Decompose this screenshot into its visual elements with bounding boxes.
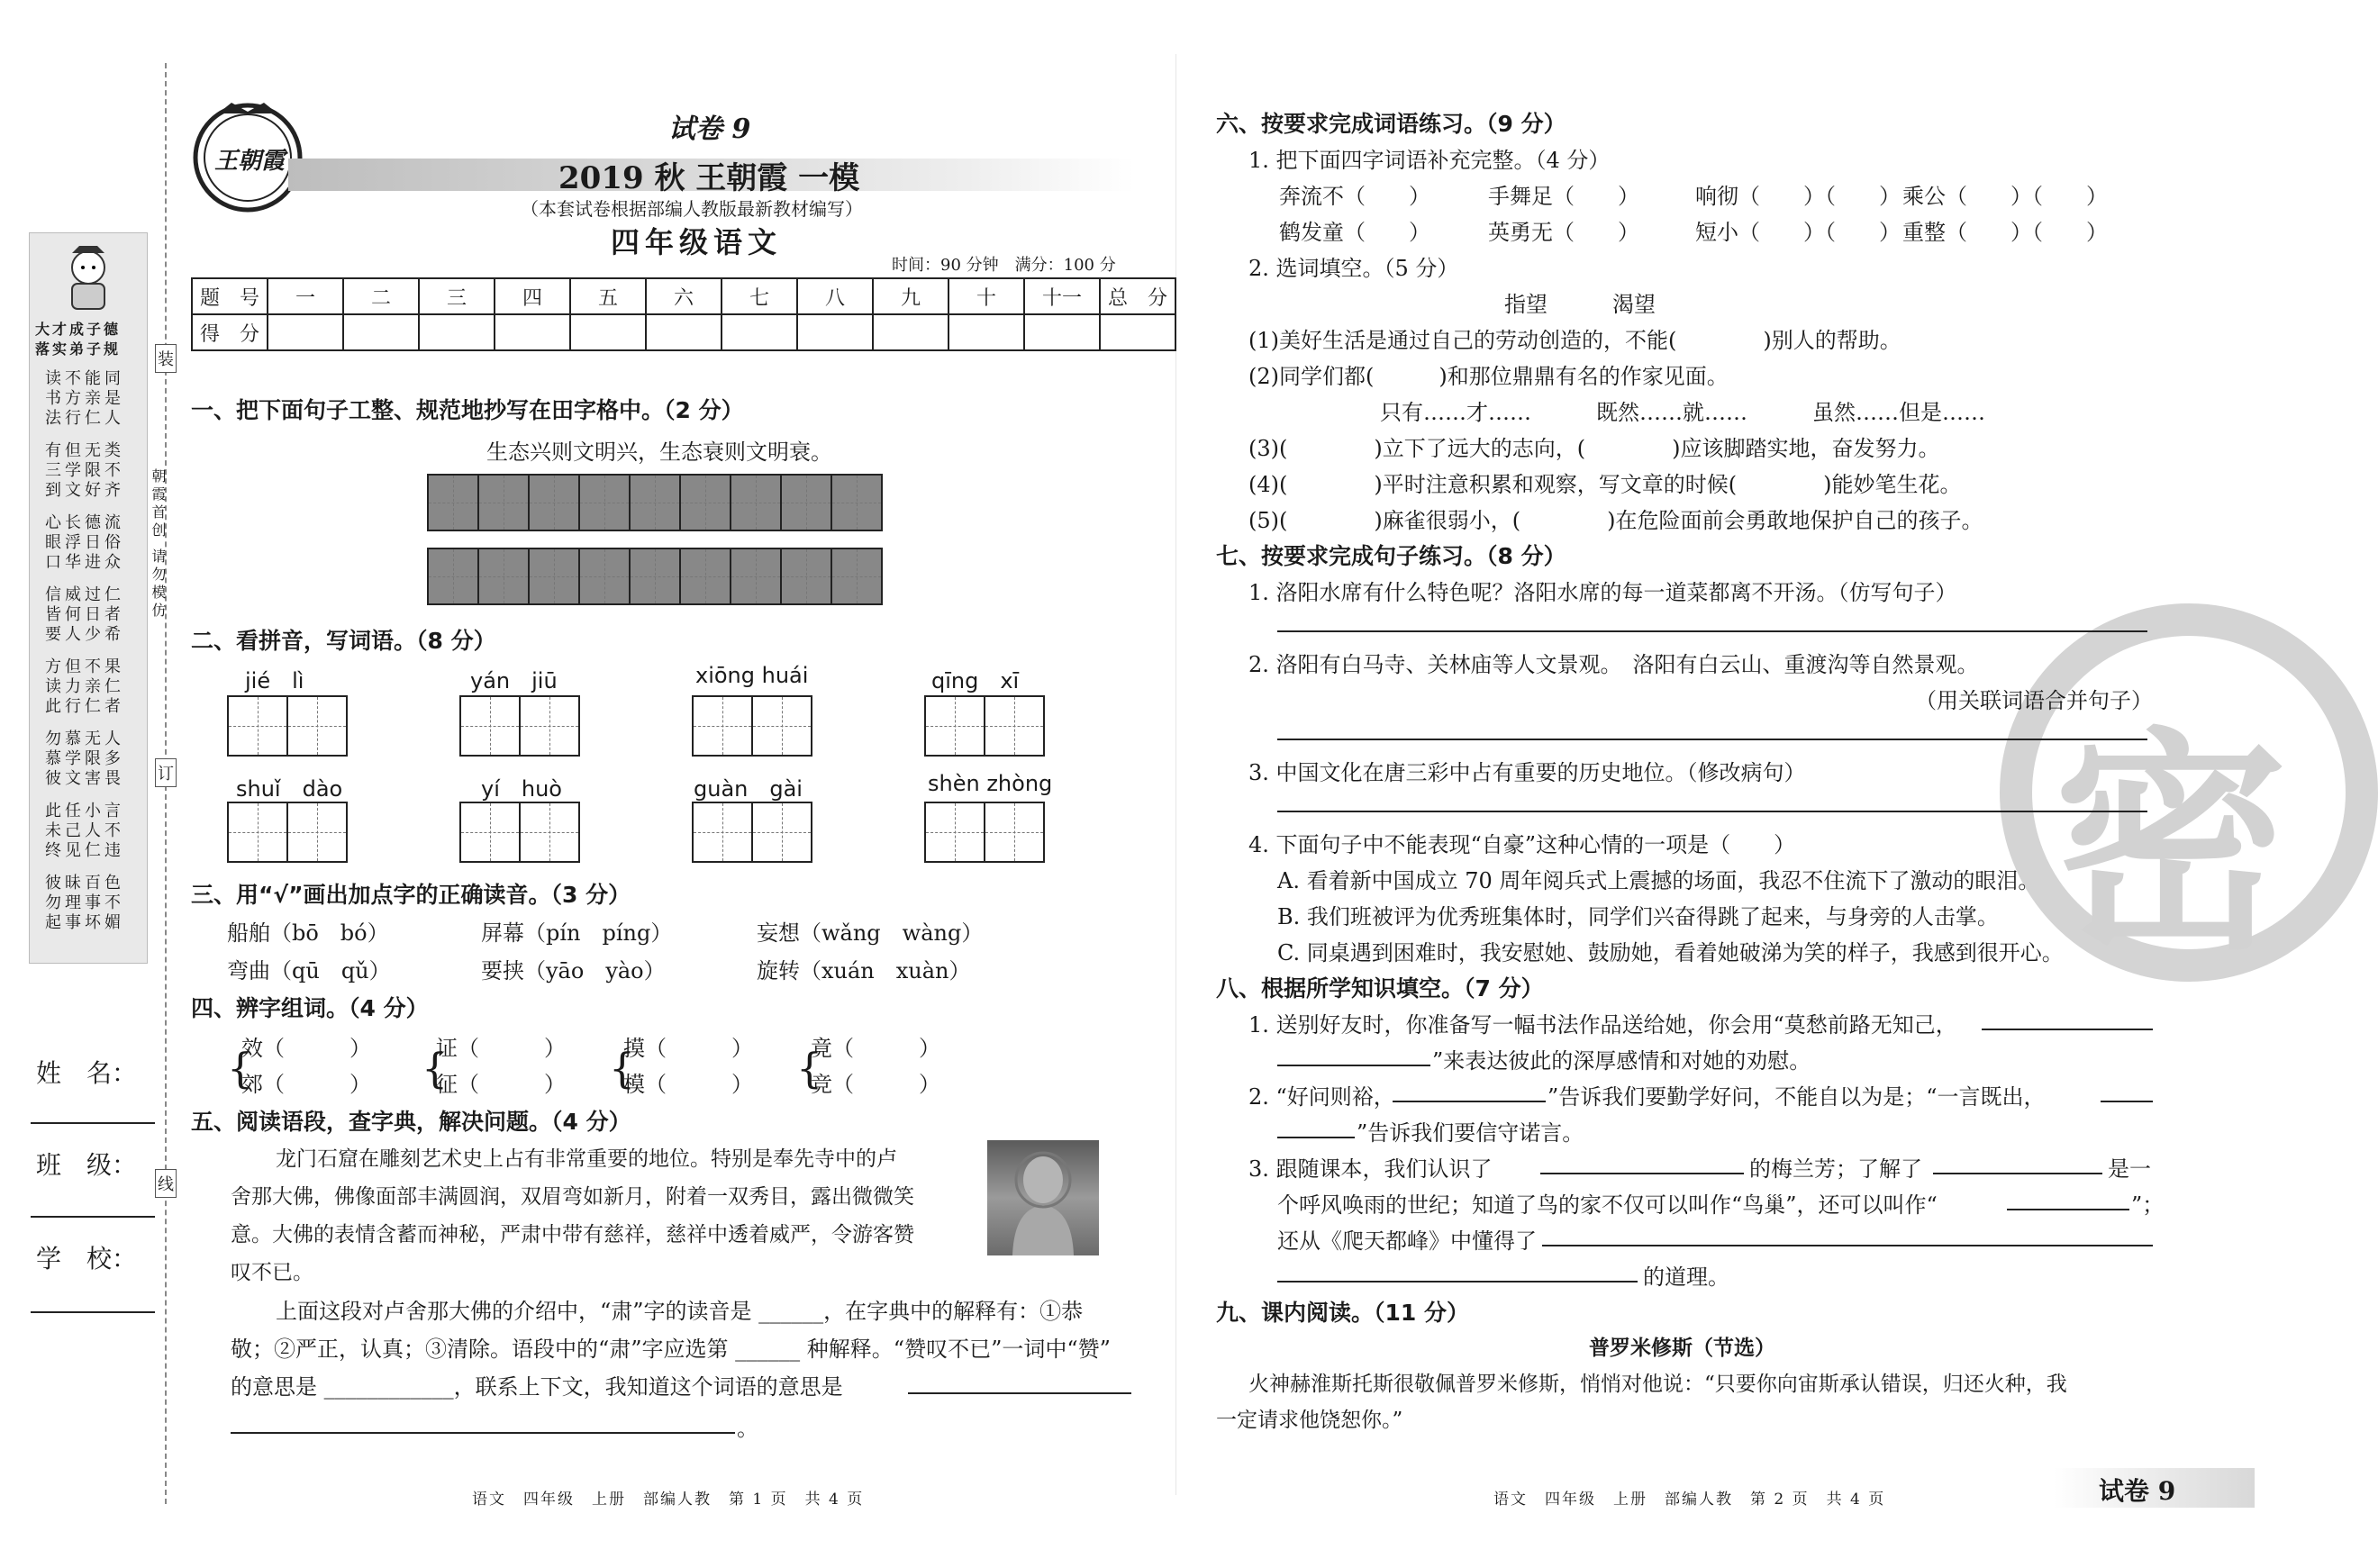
q8-title: 八、根据所学知识填空。（7 分） — [1216, 975, 1544, 1002]
q7-item: 3. 中国文化在唐三彩中占有重要的历史地位。（修改病句） — [1248, 760, 1806, 785]
pinyin: xiōng huái — [695, 663, 809, 688]
margin-note: 朝霞首创 请勿模仿 — [150, 468, 167, 621]
q8-text: ”告诉我们要信守诺言。 — [1357, 1120, 1584, 1146]
q5-title: 五、阅读语段，查字典，解决问题。（4 分） — [191, 1109, 631, 1135]
poem-line: 勿慕无人慕学限多彼文害畏 — [45, 730, 124, 788]
passage-line: 龙门石窟在雕刻艺术史上占有非常重要的地位。特别是奉先寺中的卢 — [276, 1147, 897, 1171]
answer-line[interactable] — [1277, 1281, 1638, 1282]
pinyin: guàn gài — [694, 776, 803, 802]
word-pair-item[interactable]: 竞（ ） — [811, 1072, 940, 1097]
word-pair-item[interactable]: 效（ ） — [241, 1036, 371, 1061]
pinyin-box[interactable] — [924, 802, 1045, 863]
q5-question: 的意思是 ____________，联系上下文，我知道这个词语的意思是 — [231, 1374, 843, 1400]
idiom-item[interactable]: 手舞足（ ） — [1488, 184, 1639, 209]
class-label: 班 级： — [36, 1150, 138, 1180]
mascot-icon — [52, 240, 124, 313]
reading-item[interactable]: 要挟（yāo yào） — [481, 958, 666, 983]
score-input[interactable] — [873, 314, 948, 350]
q8-text: 1. 送别好友时，你准备写一幅书法作品送给她，你会用“莫愁前路无知己， — [1248, 1012, 1957, 1038]
score-cell: 六 — [646, 278, 722, 314]
score-input[interactable] — [419, 314, 495, 350]
name-field[interactable] — [31, 1122, 155, 1124]
option-a[interactable]: A. 看着新中国成立 70 周年阅兵式上震撼的场面，我忍不住流下了激动的眼泪。 — [1277, 868, 2040, 893]
score-input[interactable] — [948, 314, 1024, 350]
idiom-item[interactable]: 重整（ ）（ ） — [1902, 220, 2108, 245]
q1-title: 一、把下面句子工整、规范地抄写在田字格中。（2 分） — [191, 397, 744, 423]
passage-line: 火神赫淮斯托斯很敬佩普罗米修斯，悄悄对他说：“只要你向宙斯承认错误，归还火种，我 — [1248, 1373, 2067, 1396]
school-label: 学 校： — [36, 1244, 138, 1273]
q8-text: 的梅兰芳；了解了 — [1749, 1156, 1922, 1182]
answer-line[interactable] — [1277, 739, 2147, 740]
q2-title: 二、看拼音，写词语。（8 分） — [191, 628, 496, 654]
fill-sentence: (3)( )立下了远大的志向，( )应该脚踏实地，奋发努力。 — [1248, 436, 1940, 461]
score-input[interactable] — [797, 314, 873, 350]
answer-line[interactable] — [1542, 1245, 2153, 1246]
logo — [191, 101, 304, 214]
subtitle: （本套试卷根据部编人教版最新教材编写） — [521, 198, 863, 220]
score-cell: 得 分 — [192, 314, 268, 350]
time-info: 时间：90 分钟 满分：100 分 — [892, 256, 1116, 275]
class-field[interactable] — [31, 1216, 155, 1218]
passage-title: 普罗米修斯（节选） — [1589, 1337, 1775, 1360]
poem-line: 读不能同书方亲是法行仁人 — [45, 369, 124, 428]
answer-line[interactable] — [231, 1432, 735, 1434]
pinyin: jié lì — [245, 668, 304, 693]
q7-item: 2. 洛阳有白马寺、关林庙等人文景观。 洛阳有白云山、重渡沟等自然景观。 — [1248, 652, 1979, 677]
school-field[interactable] — [31, 1311, 155, 1313]
q4-title: 四、辨字组词。（4 分） — [191, 995, 429, 1021]
score-cell: 五 — [570, 278, 646, 314]
q1-sentence: 生态兴则文明兴，生态衰则文明衰。 — [486, 440, 832, 465]
answer-line[interactable] — [2101, 1101, 2153, 1102]
slogan-2: 落实弟子规 — [35, 340, 122, 358]
score-input[interactable] — [268, 314, 343, 350]
score-cell: 总 分 — [1100, 278, 1175, 314]
brace: { — [227, 1044, 254, 1092]
poem-line: 有但无类三学限不到文好齐 — [45, 441, 124, 500]
reading-item[interactable]: 妄想（wǎng wàng） — [757, 920, 984, 946]
score-table — [191, 277, 1176, 351]
word-pair-item[interactable]: 模（ ） — [623, 1072, 753, 1097]
pinyin-box[interactable] — [692, 695, 812, 757]
score-input[interactable] — [570, 314, 646, 350]
poem-line: 此任小言未己人不终见仁违 — [45, 802, 124, 860]
pinyin: qīng xī — [931, 668, 1020, 693]
score-input[interactable] — [1024, 314, 1100, 350]
slogan-1: 大才成子德 — [35, 321, 122, 338]
q9-title: 九、课内阅读。（11 分） — [1216, 1300, 1469, 1326]
fill-sentence: (1)美好生活是通过自己的劳动创造的，不能( )别人的帮助。 — [1248, 328, 1901, 353]
q5-question: 上面这段对卢舍那大佛的介绍中，“肃”字的读音是 ______，在字典中的解释有：①恭 — [276, 1299, 1084, 1324]
q8-text: 还从《爬天都峰》中懂得了 — [1277, 1228, 1537, 1254]
score-cell: 七 — [722, 278, 797, 314]
copy-grid-row2[interactable] — [427, 548, 883, 605]
score-cell: 十 — [948, 278, 1024, 314]
word-choice: 只有……才…… 既然……就…… 虽然……但是…… — [1380, 400, 1985, 425]
pinyin-box[interactable] — [227, 802, 348, 863]
q8-text: 是一 — [2108, 1156, 2151, 1182]
grade-subject: 四年级语文 — [611, 225, 783, 259]
answer-line[interactable] — [1982, 1029, 2153, 1030]
pinyin-box[interactable] — [227, 695, 348, 757]
passage-line: 舍那大佛，佛像面部丰满圆润，双眉弯如新月，附着一双秀目，露出微微笑 — [231, 1185, 914, 1209]
poem-line: 方但不果读力亲仁此行仁者 — [45, 657, 124, 716]
reading-item[interactable]: 船舶（bō bó） — [227, 920, 389, 946]
reading-item[interactable]: 屏幕（pín píng） — [481, 920, 673, 946]
margin-mark: 线 — [155, 1169, 177, 1198]
answer-line[interactable] — [1277, 630, 2147, 632]
pinyin-box[interactable] — [459, 802, 580, 863]
q7-item: 1. 洛阳水席有什么特色呢？洛阳水席的每一道菜都离不开汤。（仿写句子） — [1248, 580, 1957, 605]
answer-line[interactable] — [1933, 1173, 2102, 1174]
margin-mark: 装 — [155, 344, 177, 373]
word-pair-item[interactable]: 征（ ） — [436, 1072, 566, 1097]
fill-sentence: (4)( )平时注意积累和观察，写文章的时候( )能妙笔生花。 — [1248, 472, 1962, 497]
brace: { — [609, 1044, 636, 1092]
idiom-item[interactable]: 英勇无（ ） — [1488, 220, 1639, 245]
q8-text: 个呼风唤雨的世纪；知道了鸟的家不仅可以叫作“鸟巢”，还可以叫作“ — [1277, 1192, 1938, 1218]
pinyin: yí huò — [481, 776, 562, 802]
page-footer-left: 语文 四年级 上册 部编人教 第 1 页 共 4 页 — [472, 1491, 865, 1509]
seal-watermark: 密 — [2054, 710, 2288, 982]
poem-line: 心长德流眼浮日俗口华进众 — [45, 513, 124, 572]
idiom-item[interactable]: 奔流不（ ） — [1279, 184, 1430, 209]
pinyin: shuǐ dào — [236, 776, 343, 802]
idiom-item[interactable]: 鹤发童（ ） — [1279, 220, 1430, 245]
score-cell: 九 — [873, 278, 948, 314]
buddha-image — [987, 1140, 1099, 1255]
score-cell: 八 — [797, 278, 873, 314]
poem-line: 信威过仁皆何日者要人少希 — [45, 585, 124, 644]
passage-line: 一定请求他饶恕你。” — [1216, 1409, 1403, 1432]
brace: { — [796, 1044, 823, 1092]
option-b[interactable]: B. 我们班被评为优秀班集体时，同学们兴奋得跳了起来，与身旁的人击掌。 — [1277, 904, 1999, 929]
idiom-item[interactable]: 乘公（ ）（ ） — [1902, 184, 2108, 209]
score-cell: 二 — [343, 278, 419, 314]
q8-text: 3. 跟随课本，我们认识了 — [1248, 1156, 1493, 1182]
q3-title: 三、用“√”画出加点字的正确读音。（3 分） — [191, 882, 631, 908]
q7-item: （用关联词语合并句子） — [1915, 688, 2153, 713]
reading-item[interactable]: 弯曲（qū qǔ） — [227, 958, 391, 983]
score-input[interactable] — [722, 314, 797, 350]
answer-line[interactable] — [908, 1392, 1131, 1394]
q8-text: ”告诉我们要勤学好问，不能自以为是；“一言既出， — [1548, 1084, 2046, 1110]
word-pair-item[interactable]: 郊（ ） — [241, 1072, 371, 1097]
fill-sentence: (5)( )麻雀很弱小，( )在危险面前会勇敢地保护自己的孩子。 — [1248, 508, 1983, 533]
brace: { — [422, 1044, 449, 1092]
idiom-item[interactable]: 响彻（ ）（ ） — [1695, 184, 1901, 209]
score-cell: 四 — [495, 278, 570, 314]
q8-text: ”来表达彼此的深厚感情和对她的劝慰。 — [1432, 1048, 1811, 1074]
poem-grid — [45, 369, 135, 933]
pinyin: shèn zhòng — [928, 771, 1053, 796]
score-input[interactable] — [646, 314, 722, 350]
q6-title: 六、按要求完成词语练习。（9 分） — [1216, 111, 1566, 137]
word-choice: 指望 渴望 — [1504, 292, 1656, 317]
word-pair-item[interactable]: 竟（ ） — [811, 1036, 940, 1061]
brand-title: 2019 秋 王朝霞 一模 — [558, 160, 860, 196]
reading-item[interactable]: 旋转（xuán xuàn） — [757, 958, 971, 983]
answer-line[interactable] — [1277, 1065, 1430, 1066]
score-input[interactable] — [1100, 314, 1175, 350]
score-input[interactable] — [343, 314, 419, 350]
q5-question: 敬；②严正，认真；③清除。语段中的“肃”字应选第 ______ 种解释。“赞叹不已”一词中“赞” — [231, 1337, 1111, 1362]
word-pair-item[interactable]: 摸（ ） — [623, 1036, 753, 1061]
answer-line[interactable] — [1540, 1173, 1744, 1174]
q5-end: 。 — [737, 1416, 758, 1441]
pinyin-box[interactable] — [692, 802, 812, 863]
margin-mark: 订 — [155, 758, 177, 787]
logo-text: 王朝霞 — [214, 148, 286, 175]
q7-item: 4. 下面句子中不能表现“自豪”这种心情的一项是（ ） — [1248, 832, 1796, 857]
passage-line: 叹不已。 — [231, 1261, 313, 1284]
q6-sub2: 2. 选词填空。（5 分） — [1248, 256, 1459, 281]
q8-text: ”； — [2131, 1192, 2165, 1218]
pinyin-box[interactable] — [459, 695, 580, 757]
page-divider — [1175, 54, 1176, 1495]
answer-line[interactable] — [1277, 811, 2147, 812]
score-input[interactable] — [495, 314, 570, 350]
exam-number: 试卷 9 — [668, 113, 751, 145]
q8-text: 2. “好问则裕， — [1248, 1084, 1395, 1110]
copy-grid-row1[interactable] — [427, 474, 883, 531]
corner-tag: 试卷 9 — [2099, 1476, 2176, 1506]
q7-title: 七、按要求完成句子练习。（8 分） — [1216, 543, 1566, 569]
poem-line: 彼昧百色勿理事不起事坏媚 — [45, 874, 124, 932]
q6-sub1: 1. 把下面四字词语补充完整。（4 分） — [1248, 148, 1611, 173]
option-c[interactable]: C. 同桌遇到困难时，我安慰她、鼓励她，看着她破涕为笑的样子，我感到很开心。 — [1277, 940, 2064, 965]
fill-sentence: (2)同学们都( )和那位鼎鼎有名的作家见面。 — [1248, 364, 1729, 389]
answer-line[interactable] — [2007, 1209, 2129, 1210]
score-cell: 三 — [419, 278, 495, 314]
score-cell: 十一 — [1024, 278, 1100, 314]
score-cell: 题 号 — [192, 278, 268, 314]
passage-line: 意。大佛的表情含蓄而神秘，严肃中带有慈祥，慈祥中透着威严，令游客赞 — [231, 1223, 914, 1246]
score-cell: 一 — [268, 278, 343, 314]
answer-line[interactable] — [1277, 1137, 1355, 1138]
pinyin-box[interactable] — [924, 695, 1045, 757]
q8-text: 的道理。 — [1643, 1264, 1729, 1290]
idiom-item[interactable]: 短小（ ）（ ） — [1695, 220, 1901, 245]
word-pair-item[interactable]: 证（ ） — [436, 1036, 566, 1061]
pinyin: yán jiū — [470, 668, 558, 693]
page-footer-right: 语文 四年级 上册 部编人教 第 2 页 共 4 页 — [1493, 1491, 1886, 1509]
answer-line[interactable] — [1393, 1101, 1546, 1102]
name-label: 姓 名： — [36, 1058, 138, 1088]
